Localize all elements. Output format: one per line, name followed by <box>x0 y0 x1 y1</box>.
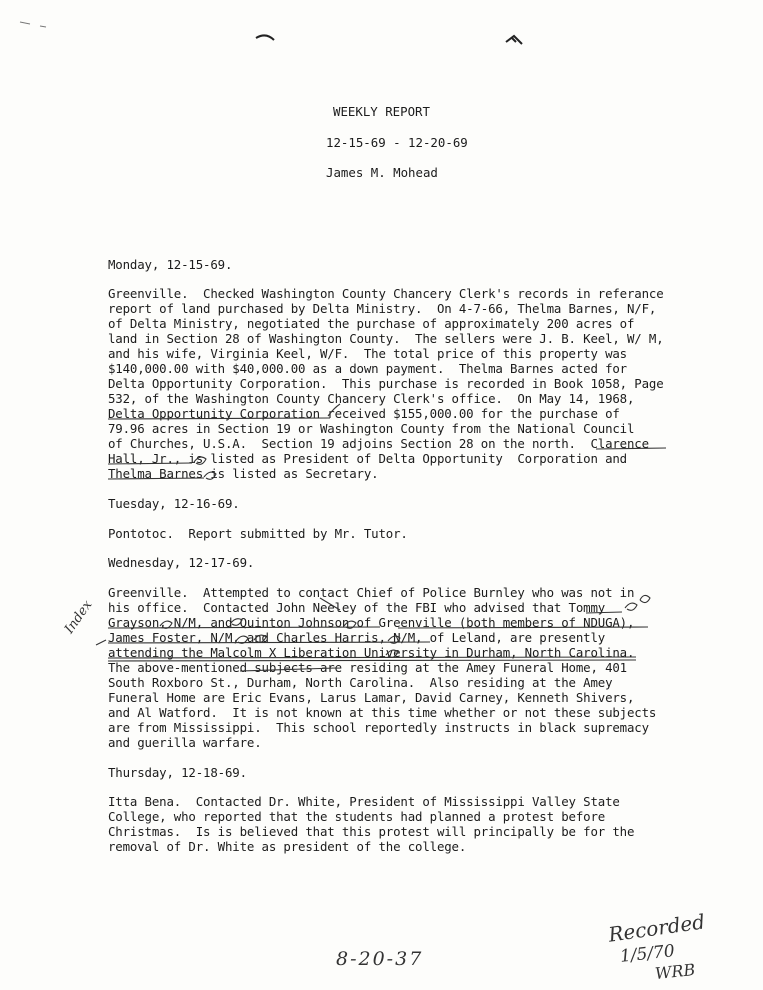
entry-date-wednesday: Wednesday, 12-17-69. <box>108 555 255 570</box>
body-line: Delta Opportunity Corporation received $155,000.00 for the purchase of <box>108 406 620 421</box>
recorded-date: 1/5/70 <box>619 941 676 967</box>
body-line: report of land purchased by Delta Ministry. On 4-7-66, Thelma Barnes, N/F, <box>108 301 657 316</box>
body-line: land in Section 28 of Washington County. The sellers were J. B. Keel, W/ M, <box>108 331 664 346</box>
entry-date-monday: Monday, 12-15-69. <box>108 257 233 272</box>
body-line: of Churches, U.S.A. Section 19 adjoins Section 28 on the north. Clarence <box>108 436 649 451</box>
body-line: Christmas. Is is believed that this protest will principally be for the <box>108 824 635 839</box>
body-line: 532, of the Washington County Chancery Clerk's office. On May 14, 1968, <box>108 391 635 406</box>
body-line: Thelma Barnes is listed as Secretary. <box>108 466 379 481</box>
report-date-range: 12-15-69 - 12-20-69 <box>326 135 468 150</box>
body-line: are from Mississippi. This school reportedly instructs in black supremacy <box>108 720 649 735</box>
file-number: 8-20-37 <box>336 948 424 970</box>
recorded-initials: WRB <box>654 959 697 984</box>
body-line: 79.96 acres in Section 19 or Washington County from the National Council <box>108 421 635 436</box>
body-line: James Foster, N/M, and Charles Harris, N/M, of Leland, are presently <box>108 630 606 645</box>
body-line: his office. Contacted John Neeley of the FBI who advised that Tommy <box>108 600 606 615</box>
body-line: Grayson, N/M, and Quinton Johnson of Greenville (both members of NDUGA), <box>108 615 635 630</box>
body-line: and his wife, Virginia Keel, W/F. The total price of this property was <box>108 346 627 361</box>
body-line: removal of Dr. White as president of the college. <box>108 839 467 854</box>
body-line: of Delta Ministry, negotiated the purchase of approximately 200 acres of <box>108 316 635 331</box>
report-author: James M. Mohead <box>326 165 438 180</box>
report-title: WEEKLY REPORT <box>333 104 430 119</box>
body-line: $140,000.00 with $40,000.00 as a down payment. Thelma Barnes acted for <box>108 361 627 376</box>
entry-date-tuesday: Tuesday, 12-16-69. <box>108 496 240 511</box>
body-line: The above-mentioned subjects are residing at the Amey Funeral Home, 401 <box>108 660 627 675</box>
body-line: Greenville. Checked Washington County Chancery Clerk's records in referance <box>108 286 664 301</box>
body-line: attending the Malcolm X Liberation University in Durham, North Carolina. <box>108 645 635 660</box>
body-line: Hall, Jr., is listed as President of Delta Opportunity Corporation and <box>108 451 627 466</box>
body-line: Greenville. Attempted to contact Chief of Police Burnley who was not in <box>108 585 635 600</box>
body-line: College, who reported that the students had planned a protest before <box>108 809 606 824</box>
scan-marks <box>0 0 763 60</box>
body-line: Funeral Home are Eric Evans, Larus Lamar, David Carney, Kenneth Shivers, <box>108 690 635 705</box>
body-line: Itta Bena. Contacted Dr. White, President of Mississippi Valley State <box>108 794 620 809</box>
recorded-note: Recorded <box>606 909 707 947</box>
body-line: Pontotoc. Report submitted by Mr. Tutor. <box>108 526 408 541</box>
body-line: South Roxboro St., Durham, North Carolina. Also residing at the Amey <box>108 675 613 690</box>
entry-date-thursday: Thursday, 12-18-69. <box>108 765 247 780</box>
margin-note: Index <box>62 597 96 637</box>
body-line: and Al Watford. It is not known at this time whether or not these subjects <box>108 705 657 720</box>
body-line: and guerilla warfare. <box>108 735 262 750</box>
body-line: Delta Opportunity Corporation. This purchase is recorded in Book 1058, Page <box>108 376 664 391</box>
